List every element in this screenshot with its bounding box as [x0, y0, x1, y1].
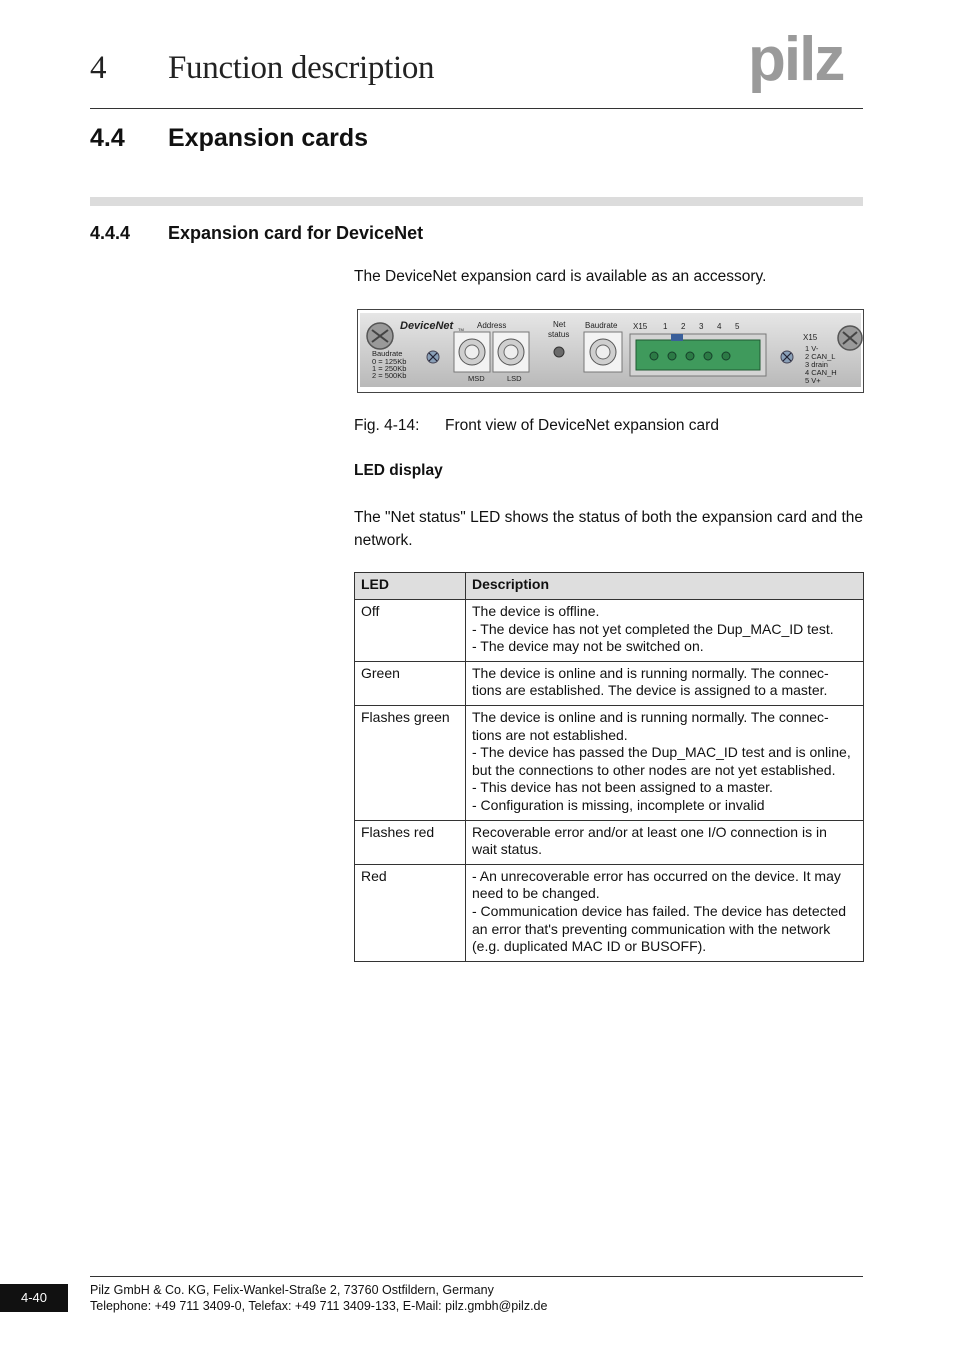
description-cell [466, 600, 864, 662]
led-cell: Flashes green [355, 705, 466, 820]
pin-label-5: 5 [735, 322, 740, 331]
right-pin-2: 2 CAN_L [805, 352, 836, 361]
led-display-paragraph: The "Net status" LED shows the status of both the expansion card and the network. [354, 509, 864, 549]
msd-label: MSD [468, 374, 485, 383]
subsection-number: 4.4.4 [90, 223, 131, 243]
net-status-led [554, 347, 564, 357]
description-cell [466, 661, 864, 705]
baud-line-1: 1 = 250Kb [372, 364, 407, 373]
caption-label: Fig. 4-14: [354, 417, 420, 434]
description-line: Recoverable error and/or at least one I/O connection is in [472, 823, 827, 840]
intro-paragraph: The DeviceNet expansion card is available as an accessory. [354, 268, 767, 285]
description-line: but the connections to other nodes are not yet established. [472, 761, 836, 778]
table-row [355, 661, 864, 705]
right-pin-3: 3 drain [805, 360, 828, 369]
description-line: wait status. [472, 841, 543, 858]
description-line: The device is online and is running normally. The connec- [472, 664, 829, 681]
x15-label: X15 [633, 322, 648, 331]
description-cell [466, 705, 864, 820]
description-cell [466, 864, 864, 961]
description-line: - Communication device has failed. The device has detected [472, 902, 847, 919]
header-rule [90, 108, 863, 109]
led-status-table [354, 572, 864, 962]
status-label: status [548, 330, 570, 339]
table-row [355, 600, 864, 662]
chapter-title: Function description [168, 50, 435, 86]
table-row [355, 820, 864, 864]
header-description: Description [466, 573, 864, 600]
right-x15-label: X15 [803, 333, 818, 342]
baudrate-label: Baudrate [585, 321, 618, 330]
led-cell: Red [355, 864, 466, 961]
devicenet-card-figure [357, 309, 864, 393]
led-display-heading: LED display [354, 462, 443, 479]
description-line: - This device has not been assigned to a master. [472, 779, 773, 796]
description-line: tions are established. The device is assigned to a master. [472, 682, 828, 699]
description-line: - An unrecoverable error has occurred on the device. It may [472, 867, 841, 884]
lsd-label: LSD [507, 374, 522, 383]
table-row [355, 864, 864, 961]
caption-text: Front view of DeviceNet expansion card [445, 417, 719, 434]
description-line: The device is offline. [472, 603, 600, 619]
devicenet-card-drawing [358, 310, 863, 392]
right-pin-4: 4 CAN_H [805, 368, 837, 377]
logo-text: pilz [748, 26, 844, 94]
pin-label-2: 2 [681, 322, 686, 331]
baud-title: Baudrate [372, 349, 403, 358]
chapter-number: 4 [90, 50, 107, 86]
description-line: need to be changed. [472, 885, 600, 902]
led-cell: Green [355, 661, 466, 705]
right-pin-5: 5 V+ [805, 376, 821, 385]
section-number: 4.4 [90, 124, 125, 152]
baud-line-2: 2 = 500Kb [372, 371, 407, 380]
table-row [355, 705, 864, 820]
description-line: an error that's preventing communication with the network [472, 920, 831, 937]
led-cell: Off [355, 600, 466, 662]
section-divider [90, 197, 863, 206]
page-number: 4-40 [0, 1284, 68, 1312]
address-label: Address [477, 321, 507, 330]
description-line: The device is online and is running normally. The connec- [472, 708, 829, 725]
footer-address: Pilz GmbH & Co. KG, Felix-Wankel-Straße 2, 73760 Ostfildern, Germany [90, 1283, 494, 1297]
footer-contact: Telephone: +49 711 3409-0, Telefax: +49 711 3409-133, E-Mail: pilz.gmbh@pilz.de [90, 1299, 548, 1313]
baud-line-0: 0 = 125Kb [372, 357, 407, 366]
pin-label-3: 3 [699, 322, 704, 331]
description-line: - Configuration is missing, incomplete or invalid [472, 796, 765, 813]
brand-tm: TM [458, 327, 464, 332]
led-cell: Flashes red [355, 820, 466, 864]
brand-label: DeviceNet [400, 320, 454, 332]
description-line: - The device has passed the Dup_MAC_ID test and is online, [472, 744, 851, 761]
subsection-title: Expansion card for DeviceNet [168, 223, 424, 243]
pin-label-1: 1 [663, 322, 668, 331]
footer-rule [90, 1276, 863, 1277]
section-title: Expansion cards [168, 124, 369, 152]
right-pin-1: 1 V- [805, 344, 819, 353]
figure-caption [354, 417, 719, 435]
description-line: - The device has not yet completed the Dup_MAC_ID test. [472, 620, 834, 637]
header-led: LED [355, 573, 466, 600]
description-cell [466, 820, 864, 864]
net-label: Net [553, 320, 566, 329]
table-header-row [355, 573, 864, 600]
description-line: - The device may not be switched on. [472, 638, 704, 655]
pin-label-4: 4 [717, 322, 722, 331]
pilz-logo [748, 26, 866, 96]
description-line: tions are not established. [472, 726, 628, 743]
description-line: (e.g. duplicated MAC ID or BUSOFF). [472, 938, 707, 955]
